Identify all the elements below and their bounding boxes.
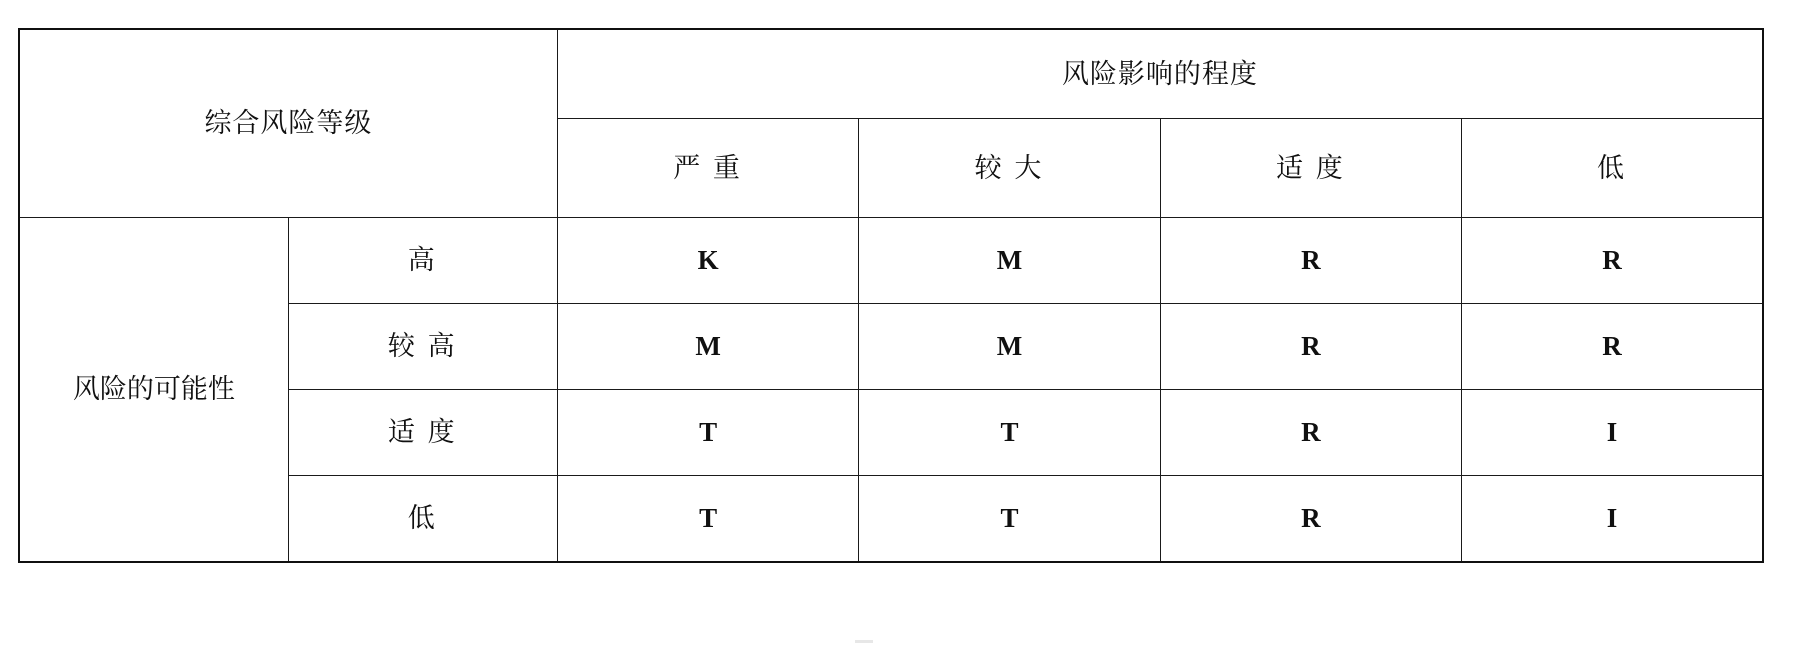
- table-row: [19, 218, 1763, 304]
- matrix-cell-3-0: T: [557, 476, 858, 563]
- row-header-likelihood-moderate: 适 度: [288, 390, 557, 476]
- row-header-likelihood-title: 风险的可能性: [19, 218, 288, 563]
- matrix-cell-1-1: M: [859, 304, 1160, 390]
- matrix-cell-1-0: M: [557, 304, 858, 390]
- row-header-likelihood-high: 高: [288, 218, 557, 304]
- header-corner-label: 综合风险等级: [19, 29, 557, 218]
- risk-matrix-table: [18, 28, 1764, 563]
- matrix-cell-0-2: R: [1160, 218, 1461, 304]
- header-impact-level-moderate: 适 度: [1160, 119, 1461, 218]
- matrix-cell-0-3: R: [1462, 218, 1763, 304]
- header-impact-title: 风险影响的程度: [557, 29, 1763, 119]
- row-header-likelihood-fairly-high: 较 高: [288, 304, 557, 390]
- matrix-cell-0-1: M: [859, 218, 1160, 304]
- matrix-cell-1-3: R: [1462, 304, 1763, 390]
- matrix-cell-3-2: R: [1160, 476, 1461, 563]
- matrix-cell-2-0: T: [557, 390, 858, 476]
- table-row-header-top: [19, 29, 1763, 119]
- scan-speck: [855, 640, 873, 643]
- header-impact-level-major: 较 大: [859, 119, 1160, 218]
- row-header-likelihood-low: 低: [288, 476, 557, 563]
- matrix-cell-2-3: I: [1462, 390, 1763, 476]
- risk-matrix-container: [18, 28, 1764, 563]
- header-impact-level-low: 低: [1462, 119, 1763, 218]
- matrix-cell-2-1: T: [859, 390, 1160, 476]
- matrix-cell-3-1: T: [859, 476, 1160, 563]
- header-impact-level-severe: 严 重: [557, 119, 858, 218]
- matrix-cell-3-3: I: [1462, 476, 1763, 563]
- matrix-cell-2-2: R: [1160, 390, 1461, 476]
- matrix-cell-1-2: R: [1160, 304, 1461, 390]
- matrix-cell-0-0: K: [557, 218, 858, 304]
